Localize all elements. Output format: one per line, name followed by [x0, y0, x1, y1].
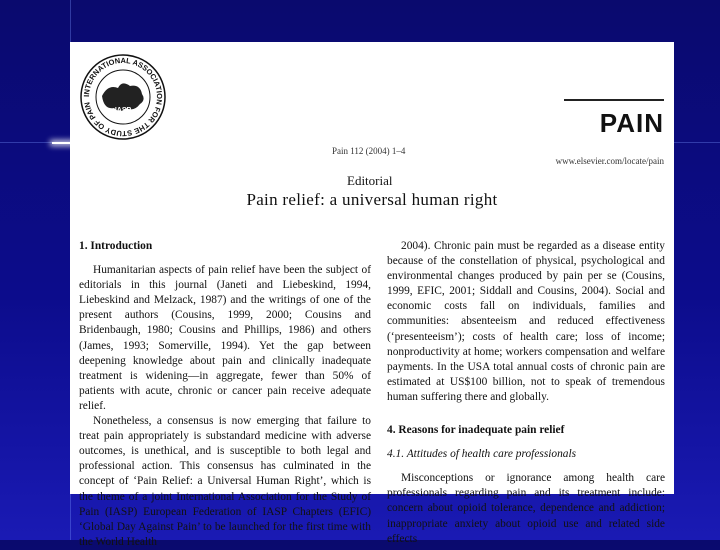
logo-ring-text: INTERNATIONAL ASSOCIATION FOR THE STUDY OF PAIN: [81, 55, 165, 139]
journal-name: PAIN: [599, 108, 664, 138]
paragraph: Misconceptions or ignorance among health care professionals regarding pain and its treatment include: concern about opioid tolerance, dependence and addiction; inappropriate anxiety about opioid use and related side effects: [387, 472, 665, 545]
article-title: Pain relief: a universal human right: [246, 190, 498, 209]
paragraph: Humanitarian aspects of pain relief have been the subject of editorials in this journal (Janeti and Liebeskind, 1994, Liebeskind and Melzack, 1987) and the writings of one of the present authors (Cousins, 1999, 2000; Cousins and Bridenbaugh, 1980; Cousins and Phillips, 1986) and others (James, 1993; Somerville, 1994). Yet the gap between deepening knowledge about pain and clinically inadequate treatment is widening—in aggregate, fewer than 50% of patients with acute, chronic or cancer pain receive adequate relief.: [79, 264, 371, 412]
right-column: [387, 239, 665, 547]
section-type: Editorial: [347, 173, 393, 188]
paragraph: Nonetheless, a consensus is now emerging that failure to treat pain appropriately is substandard medicine with adverse outcomes, is unethical, and is susceptible to both legal and professional action. This consensus has culminated in the concept of ‘Pain Relief: a Universal Human Right’, which is the theme of a joint International Association for the Study of Pain (IASP) European Federation of IASP Chapters (EFIC) ‘Global Day Against Pain’ to be launched for the first time with the World Health: [79, 415, 371, 548]
journal-url: www.elsevier.com/locate/pain: [555, 156, 664, 166]
journal-reference: Pain 112 (2004) 1–4: [332, 146, 406, 156]
section-heading-introduction: 1. Introduction: [79, 240, 153, 252]
document-page: [70, 42, 674, 548]
paragraph: 2004). Chronic pain must be regarded as a disease entity because of the constellation of physical, psychological and environmental changes produced by pain per se (Cousins, 1999, EFIC, 2001; Siddall and Cousins, 2004). Social and economic costs fall on individuals, families and communities: absenteeism and reduced effectiveness (‘presenteeism’); costs of health care; loss of income; nonproductivity at home; workers compensation and welfare payments. In the USA total annual costs of chronic pain are estimated at US$100 billion, not to speak of tremendous human suffering there and globally.: [387, 240, 665, 403]
subsection-heading: 4.1. Attitudes of health care professionals: [387, 448, 577, 461]
left-column: [79, 239, 371, 550]
journal-rule: [564, 99, 664, 101]
section-heading-reasons: 4. Reasons for inadequate pain relief: [387, 424, 565, 437]
iasp-logo-icon: [78, 52, 168, 142]
logo-center-text: IASP: [114, 107, 132, 114]
